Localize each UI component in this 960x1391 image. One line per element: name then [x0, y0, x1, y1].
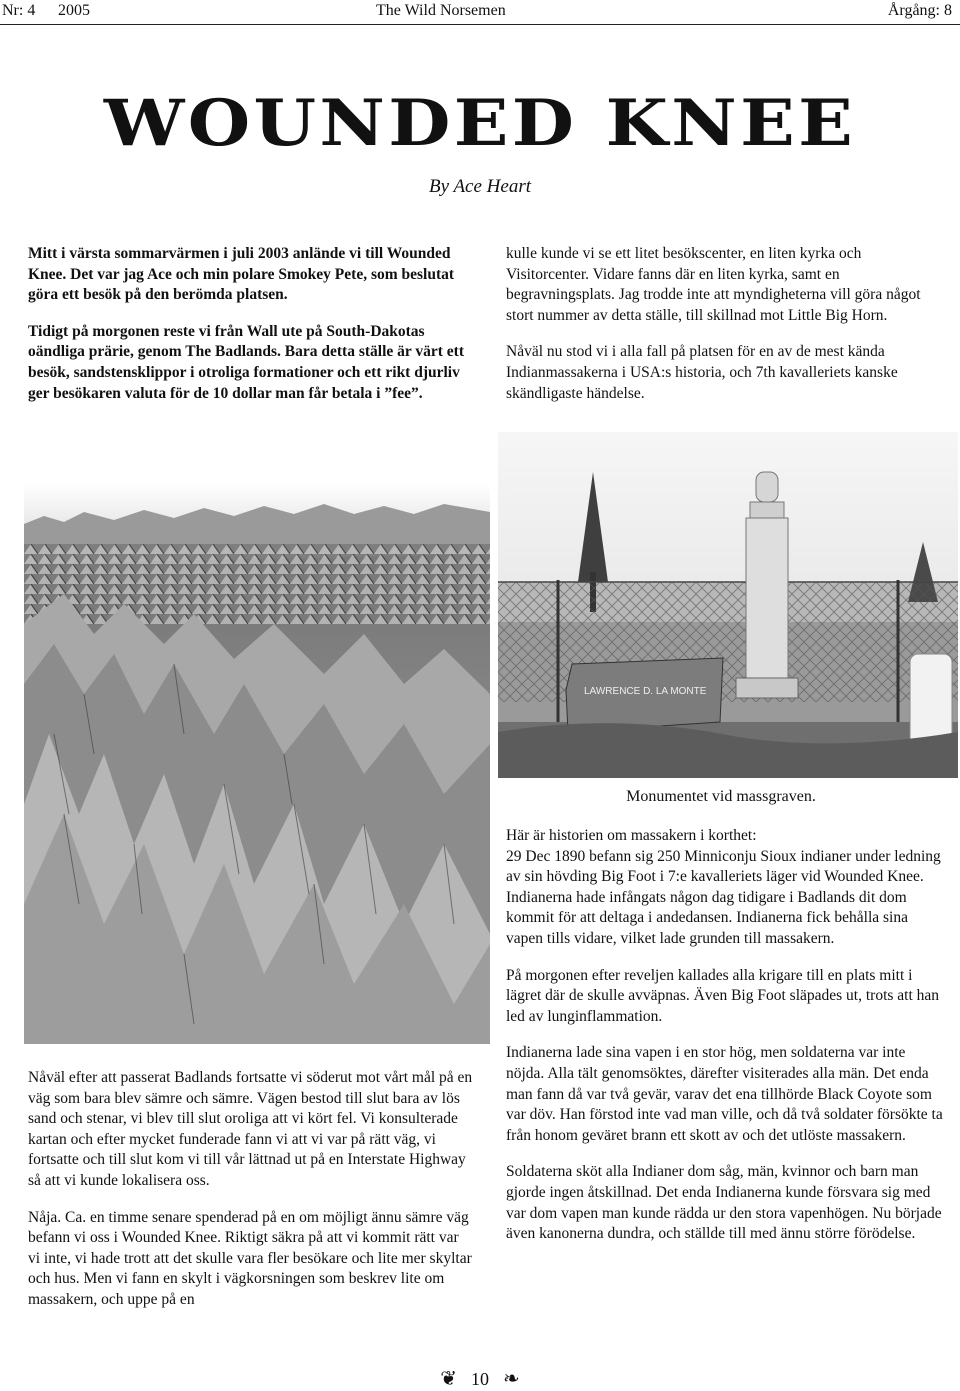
right-top-column: [506, 244, 946, 420]
issue-year: 2005: [58, 2, 90, 19]
history-paragraph-2: På morgonen efter reveljen kallades alla krigare till en plats mitt i lägret där de skulle avväpnas. Även Big Foot släpades ut, trots att han led av lunginflammation.: [506, 966, 940, 1025]
badlands-photo: [24, 484, 490, 1044]
article-byline: By Ace Heart: [429, 176, 531, 197]
intro-paragraph-2: Tidigt på morgonen reste vi från Wall ute på South-Dakotas oändliga prärie, genom The Badlands. Bara detta ställe är värt ett besök, sandstensklippor i otroliga formationer och ett rikt djurliv ger besökaren valuta för de 10 dollar man får betala i ”fee”.: [28, 322, 464, 402]
article-title: WOUNDED KNEE: [103, 86, 857, 161]
plaque-text: LAWRENCE D. LA MONTE: [584, 686, 707, 697]
photo-caption: Monumentet vid massgraven.: [626, 788, 816, 805]
history-intro: Här är historien om massakern i korthet:: [506, 827, 757, 844]
history-paragraph-3: Indianerna lade sina vapen i en stor hög, men soldaterna var inte nöjda. Alla tält genomsöktes, därefter visiterades alla män. Det enda man fann då var två gevär, varav det ena tillhörde Black Coyote som var döv. Han förstod inte vad man ville, och då två soldater försökte ta från honom geväret brann ett skott av och det utlöste massakern.: [506, 1044, 943, 1144]
publication-name: The Wild Norsemen: [376, 2, 506, 19]
monument-photo: [498, 432, 958, 778]
volume-label: Årgång: 8: [887, 2, 952, 19]
journey-paragraph-1: Nåväl efter att passerat Badlands fortsatte vi söderut mot vårt mål på en väg som bara blev sämre och sämre. Vägen bestod till slut bara av lös sand och stenar, vi blev till slut oroliga att vi kört fel. Vi konsulterade kartan och efter mycket funderade fann vi att vi var på rätt väg, vi fortsatte och till slut kom vi till vår lättnad ut på en Interstate Highway så att vi kunde lokalisera oss.: [28, 1069, 473, 1189]
intro-paragraph-1: Mitt i värsta sommarvärmen i juli 2003 anlände vi till Wounded Knee. Det var jag Ace och min polare Smokey Pete, som beslutat göra ett besök på den berömda platsen.: [28, 245, 455, 304]
journey-column: [28, 1068, 474, 1327]
issue-number: Nr: 4: [2, 2, 36, 19]
right-paragraph-2: Nåväl nu stod vi i alla fall på platsen för en av de mest kända Indianmassakerna i USA:s historia, och 7th kavalleriets kanske skändligaste händelse.: [506, 343, 898, 402]
history-paragraph-4: Soldaterna sköt alla Indianer dom såg, män, kvinnor och barn man gjorde ingen åtskillnad. Det enda Indianerna kunde försvara sig med var dom vapen man kunde rädda ur den stora vapenhögen. Nu började även kanonerna dundra, och ställde till med ännu större förödelse.: [506, 1163, 942, 1243]
page-header: [0, 2, 960, 25]
right-paragraph-1: kulle kunde vi se ett litet besökscenter, en liten kyrka och Visitorcenter. Vidare fanns där en liten kyrka, samt en begravningsplats. Jag trodde inte att myndigheterna vill göra något stort nummer av detta ställe, till skillnad mot Little Big Horn.: [506, 245, 921, 324]
history-column: [506, 826, 946, 1261]
ornament-right-icon: ❧: [503, 1368, 520, 1390]
journey-paragraph-2: Nåja. Ca. en timme senare spenderad på en om möjligt ännu sämre väg befann vi oss i Wounded Knee. Riktigt säkra på att vi kommit rätt var vi inte, vi hade trott att det skulle vara fler besökare och lite mer skyltar och hus. Men vi fann en skylt i vägkorsningen som beskrev lite om massakern, och uppe på en: [28, 1208, 472, 1308]
history-paragraph-1: 29 Dec 1890 befann sig 250 Minniconju Sioux indianer under ledning av sin hövding Big Foot i 7:e kavalleriets läger vid Wounded Knee. Indianerna hade infångats någon dag tidigare i Badlands dit dom kommit för att deltaga i andedansen. Indianerna fick behålla sina vapen tills vidare, vilket lade grunden till massakern.: [506, 847, 941, 947]
ornament-left-icon: ❦: [440, 1368, 457, 1390]
page-footer: [0, 1366, 960, 1391]
page-number: 10: [471, 1369, 489, 1389]
intro-column: [28, 244, 474, 420]
